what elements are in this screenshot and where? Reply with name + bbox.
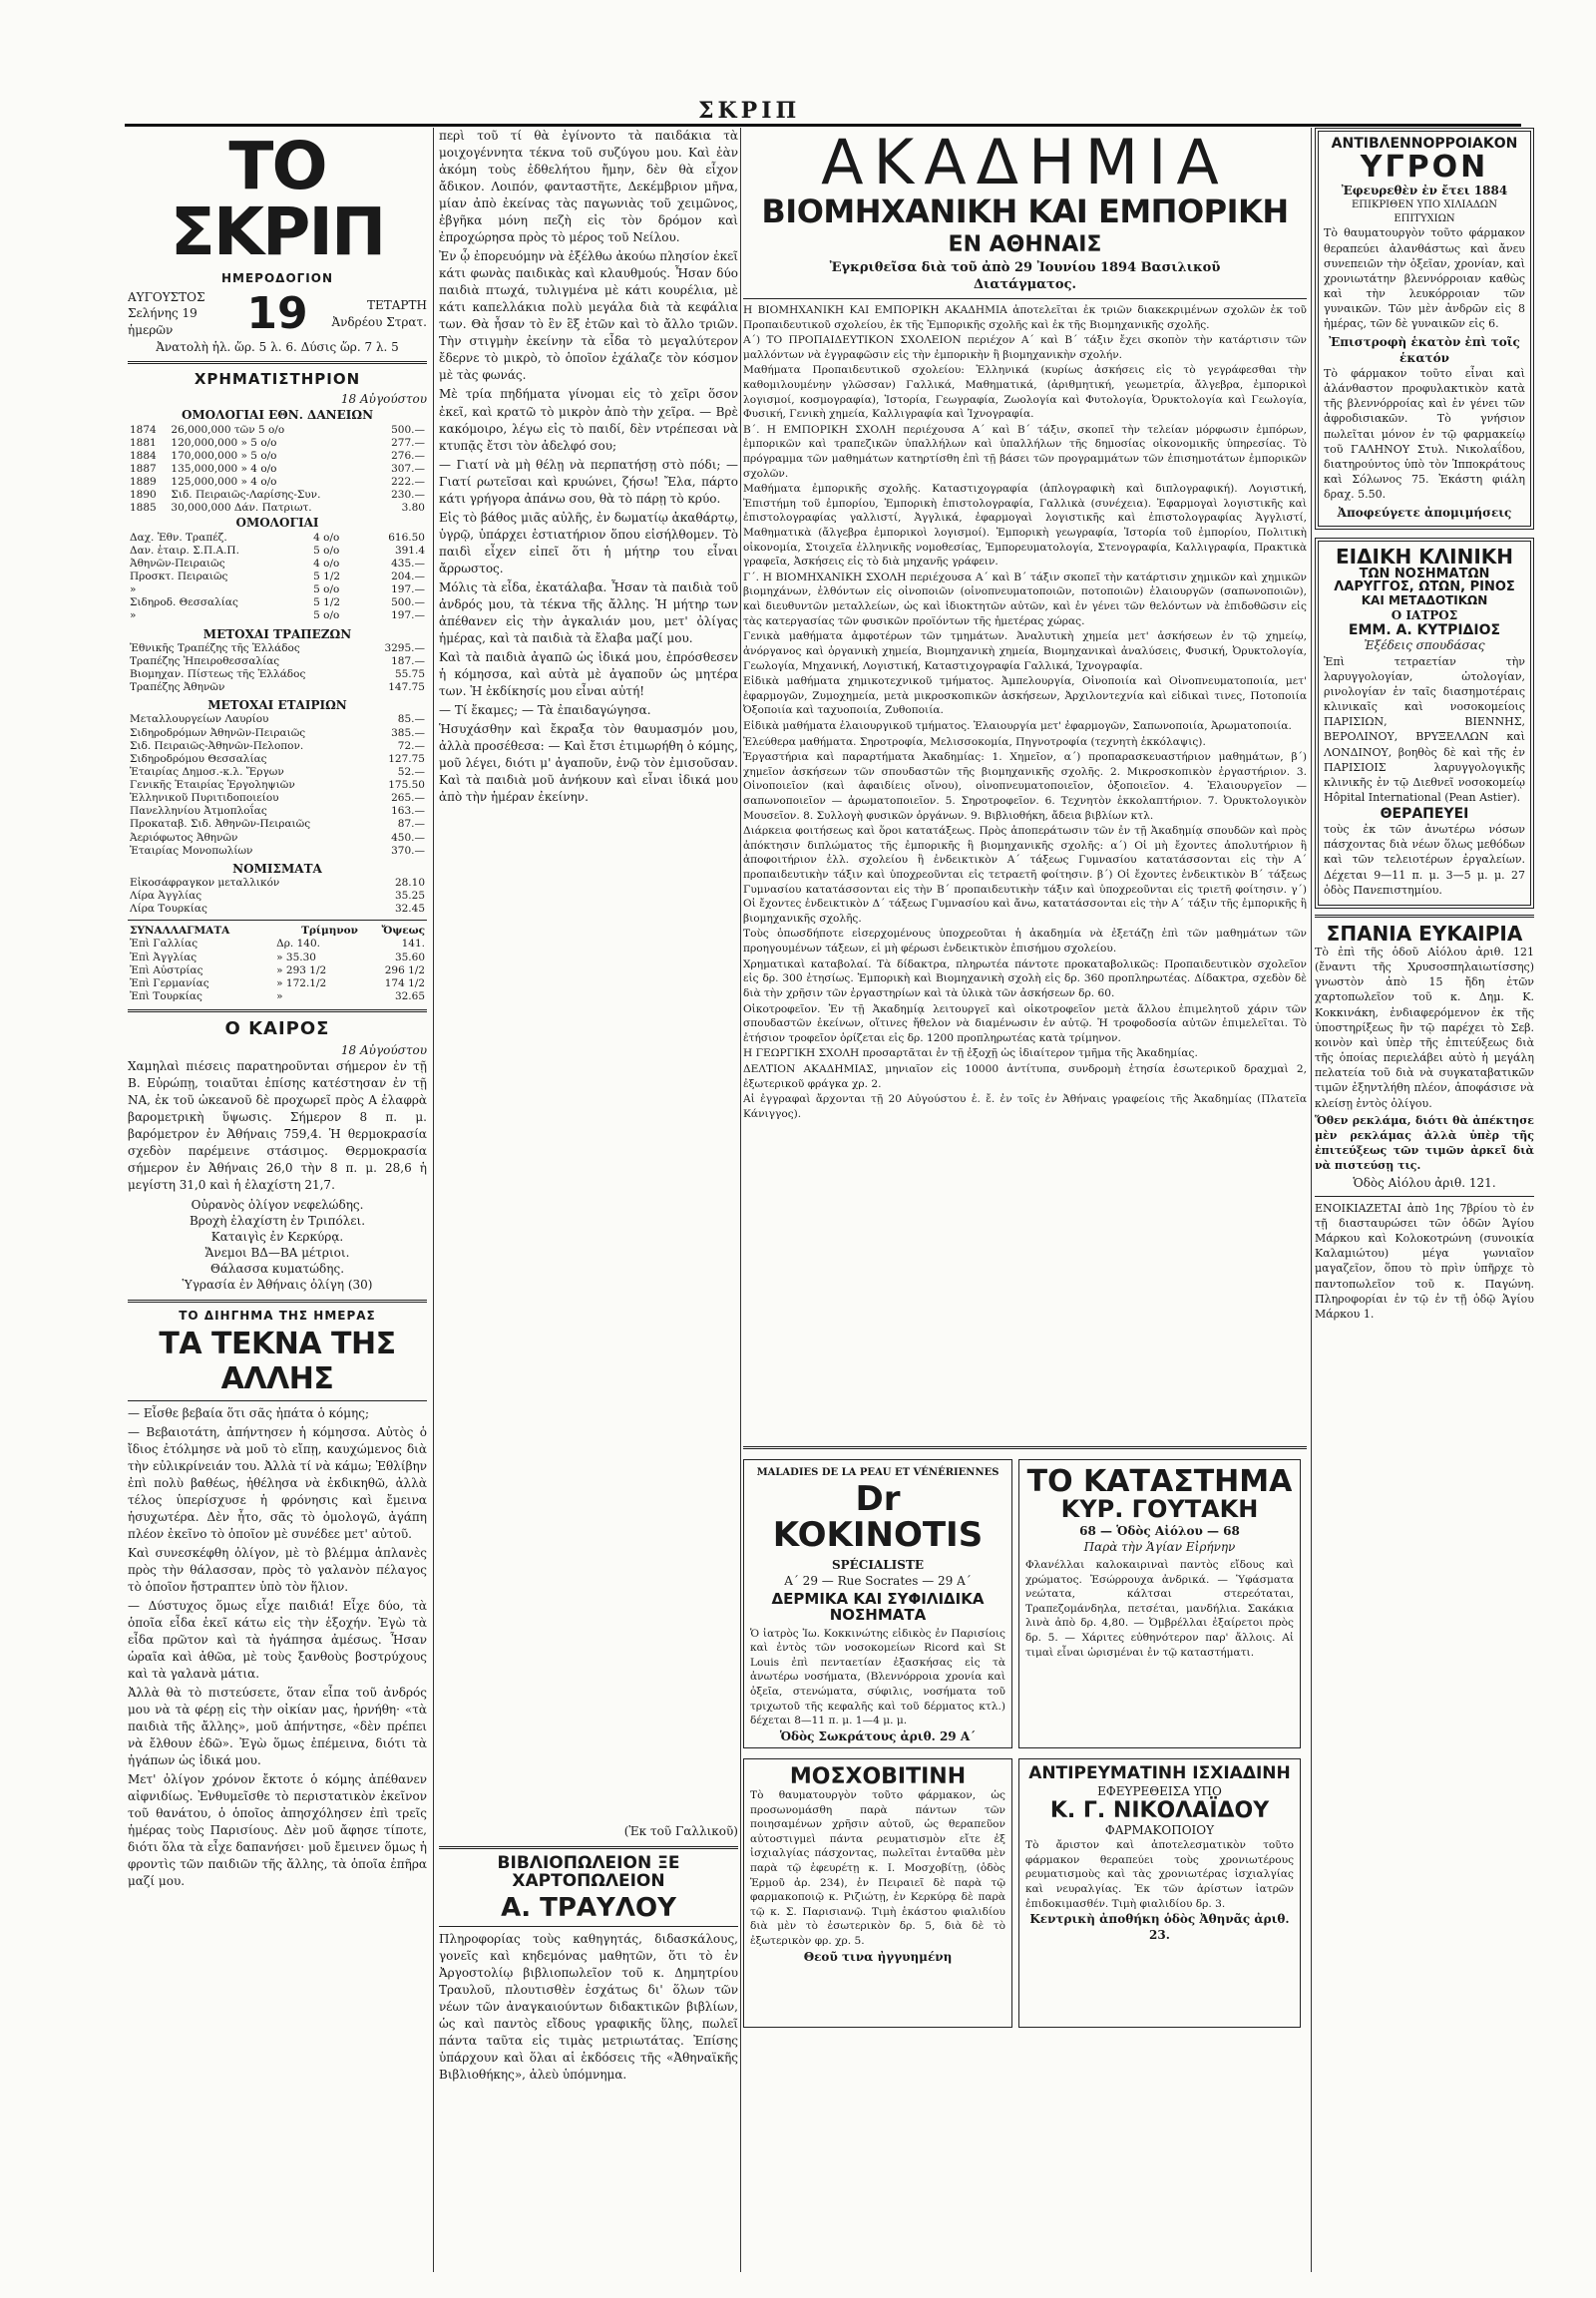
- ad-kokinotis-text: Ὁ ἰατρὸς Ἰω. Κοκκινώτης εἰδικὸς ἐν Παρισίοις καὶ ἐντὸς τῶν νοσοκομείων Ricord καὶ St Louis ἐπὶ πενταετίαν ἐξασκήσας εἰς τὰ ἀνωτέρω νοσήματα, (Βλεννόρροια χρονία καὶ ὀξεῖα, στενώματα, σύφιλις, νοσήματα τοῦ τριχωτοῦ τῆς κεφαλῆς καὶ τοῦ δέρματος κτλ.) δέχεται 8—11 π. μ. 1—4 μ. μ.: [750, 1627, 1005, 1727]
- table-cell: 1884: [130, 449, 157, 462]
- table-cell: Ἑλληνικοῦ Πυριτιδοποιείου: [130, 792, 279, 805]
- forecast-line: Καταιγὶς ἐν Κερκύρᾳ.: [210, 1229, 344, 1244]
- ad2-title: ΕΙΔΙΚΗ ΚΛΙΝΙΚΗ: [1335, 544, 1514, 569]
- column-3: [743, 128, 1307, 2272]
- coin-row: [128, 890, 427, 903]
- academy-approval: Ἐγκριθεῖσα διὰ τοῦ ἀπὸ 29 Ἰουνίου 1894 Βασιλικοῦ Διατάγματος.: [829, 259, 1221, 293]
- table-cell: 5 ο/ο: [313, 544, 340, 557]
- ad-nikolaidou-role: ΦΑΡΜΑΚΟΠΟΙΟΥ: [1104, 1823, 1215, 1838]
- company-row: [128, 753, 427, 766]
- coin-row: [128, 903, 427, 916]
- table-cell: 370.—: [391, 844, 425, 857]
- table-cell: Ἐπὶ Γαλλίας: [130, 938, 199, 951]
- table-cell: Προκαταβ. Σιδ. Ἀθηνῶν-Πειραιῶς: [130, 818, 311, 831]
- table-cell: Γενικῆς Ἑταιρίας Ἐργοληψιῶν: [130, 779, 295, 791]
- company-row: [128, 779, 427, 792]
- academy-body: [743, 303, 1307, 1440]
- loan-row: [128, 609, 427, 622]
- weather-forecast: [128, 1197, 427, 1294]
- coins-title: ΝΟΜΙΣΜΑΤΑ: [232, 861, 322, 876]
- table-cell: 120,000,000 » 5 ο/ο: [171, 436, 277, 449]
- table-cell: 3.80: [401, 502, 425, 515]
- fx-row: [128, 938, 427, 951]
- date-box: [128, 288, 427, 339]
- ad2-text: Ἐπὶ τετραετίαν τὴν λαρυγγολογίαν, ὠτολογίαν, ρινολογίαν ἐν ταῖς διασημοτέραις κλινικαῖς καὶ νοσοκομείοις ΠΑΡΙΣΙΩΝ, ΒΙΕΝΝΗΣ, ΒΕΡΟΛΙΝΟΥ, ΒΡΥΞΕΛΛΩΝ καὶ ΛΟΝΔΙΝΟΥ, βοηθὸς δὲ καὶ τῆς ἐν ΠΑΡΙΣΙΟΙΣ λαρυγγολογικῆς κλινικῆς ἐν τῷ Διεθνεῖ νοσοκομείῳ Hôpital International (Pean Astier).: [1324, 654, 1525, 805]
- weather-title: Ο ΚΑΙΡΟΣ: [224, 1018, 330, 1040]
- bond-row: [128, 476, 427, 489]
- table-cell: 435.—: [391, 557, 425, 570]
- ad1-product: ΥΓΡΟΝ: [1360, 149, 1489, 185]
- table-cell: 28.10: [394, 876, 425, 889]
- moon-age: Σελήνης 19 ἡμερῶν: [128, 306, 198, 337]
- academy-title: ΑΚΑΔΗΜΙΑ: [821, 128, 1229, 198]
- fx-row: [128, 990, 427, 1003]
- forecast-line: Ὑγρασία ἐν Ἀθήναις ὀλίγη (30): [182, 1278, 373, 1293]
- bond-row: [128, 489, 427, 502]
- story-paragraph: — Γιατί νὰ μὴ θέλῃ νὰ περπατήσῃ στὸ πόδι; — Γιατί ρωτεῖσαι καὶ κρυώνει, ζήσω! Ἔλα, πάρτο κάτι γρήγορα ἀπάνω σου, θὰ τὸ πάρῃ τὸ κρύο.: [439, 457, 738, 506]
- loans-title: ΟΜΟΛΟΓΙΑΙ: [235, 516, 319, 531]
- calendar-label: ΗΜΕΡΟΔΟΓΙΟΝ: [220, 271, 334, 285]
- academy-paragraph: Μαθήματα ἐμπορικῆς σχολῆς. Καταστιχογραφία (ἁπλογραφικὴ καὶ διπλογραφική). Λογιστική, Ἐπιστήμη τοῦ ἐμπορίου, Ἐμπορικὴ ἐπιστολογραφία, Γαλλικὰ (συνέχεια). Ἐφαρμογαὶ λογιστικῆς καὶ ἐπιστολογραφίας γαλλιστί, Ἀγγλικά, ἐφαρμογαὶ λογιστικῆς καὶ ἐπιστολογραφίας Ἀγγλιστί, Μαθηματικὰ (ἄλγεβρα ἐμπορικοὶ λογισμοί). Ἐμπορικὴ γεωγραφία, Ἱστορία τοῦ ἐμπορίου, Πολιτικὴ οἰκονομία, Στοιχεῖα ἐλληνικῆς νομοθεσίας, Ἐμπορευματολογία, Στενογραφία, Καλλιγραφία, Πρακτικὰ γραφεῖα, Ἀσκήσεις εἰς τὸ διὰ μηχανῆς γράφειν.: [743, 483, 1307, 569]
- table-cell: 52.—: [397, 765, 425, 778]
- ad-kokinotis-greek: ΔΕΡΜΙΚΑ ΚΑΙ ΣΥΦΙΛΙΔΙΚΑ ΝΟΣΗΜΑΤΑ: [771, 1590, 985, 1624]
- ad2-sub: ΤΩΝ ΝΟΣΗΜΑΤΩΝ ΛΑΡΥΓΓΟΣ, ΩΤΩΝ, ΡΙΝΟΣ: [1334, 566, 1515, 595]
- table-cell: 5 1/2: [313, 571, 341, 582]
- bookshop-text: Πληροφορίας τοὺς καθηγητάς, διδασκάλους, γονεῖς καὶ κηδεμόνας μαθητῶν, ὅτι τὸ ἐν Ἀργοστολίῳ βιβλιοπωλεῖον τοῦ κ. Δημητρίου Τραυλοῦ, πλουτισθὲν ἐσχάτως δι' ὅλων τῶν νέων τῶν ἀναγκαιούντων διδακτικῶν βιβλίων, ὡς καὶ παντὸς εἴδους γραφικῆς ὕλης, πωλεῖ πάντα ταῦτα εἰς τιμὰς μετριωτάτας. Ἐπίσης ὑπάρχουν καὶ ὅλαι αἱ ἐκδόσεις τῆς «Ἀθηναϊκῆς Βιβλιοθήκης», ἀλεὺ ὑπόμνημα.: [439, 1932, 738, 2083]
- story-text-part1: [128, 1405, 427, 1891]
- table-cell: Μεταλλουργείων Λαυρίου: [130, 713, 269, 726]
- table-cell: 500.—: [391, 423, 425, 436]
- story-paragraph: Μόλις τὰ εἶδα, ἐκατάλαβα. Ἦσαν τὰ παιδιὰ τοῦ ἀνδρός μου, τὰ τέκνα τῆς ἄλλης. Ἡ μήτηρ των ἀπέθανεν εἰς τὴν ἀγκαλιάν μου, μετ' ὀλίγας ἡμέρας, καὶ τὰ παιδιὰ τὰ ἔλαβα μαζί μου.: [439, 579, 738, 645]
- story-paragraph: Ἐν ᾧ ἐπορευόμην νὰ ἐξέλθω ἀκούω πλησίον ἐκεῖ κάτι φωνὰς παιδικὰς καὶ κλαυθμούς. Ἦσαν δύο παιδιὰ πτωχά, τυλιγμένα μὲ κάτι κουρέλια, μὲ κάτι καπελλάκια πολὺ μεγάλα διὰ τὰ κεφάλια των. Θὰ ἦσαν τὸ ἓν ἓξ ἐτῶν καὶ τὸ ἄλλο τριῶν. Τὴν στιγμὴν ἐκείνην τὰ εἶδα τὸ μεγαλύτερον ἔδερνε τὸ μικρὸ, τὸ ὁποῖον ἐχάλαζε τὸν κόσμον μὲ τὰς φωνάς.: [439, 249, 738, 383]
- bookshop-owner: Α. ΤΡΑΥΛΟΥ: [501, 1892, 676, 1923]
- bond-row: [128, 437, 427, 450]
- table-cell: 307.—: [391, 462, 425, 475]
- table-cell: Σιδηροδ. Θεσσαλίας: [130, 596, 238, 609]
- table-cell: 5 1/2: [313, 596, 341, 609]
- table-cell: 85.—: [397, 713, 425, 726]
- table-cell: 5 ο/ο: [313, 609, 340, 622]
- loans-table: [128, 532, 427, 623]
- ad3-address: Ὁδὸς Αἰόλου ἀριθ. 121.: [1353, 1176, 1496, 1191]
- story-paragraph: — Βεβαιοτάτη, ἀπήντησεν ἡ κόμησσα. Αὐτὸς ὁ ἴδιος ἐτόλμησε νὰ μοῦ τὸ εἴπῃ, καυχώμενος διὰ τὴν εὐλικρίνειάν του. Ἀλλὰ τί νὰ κάμω; Ἐθλίβην ἐπὶ πολὺ βαθέως, ἠθέλησα νὰ ἐκδικηθῶ, ἀλλὰ τέλος ὑπερίσχυσε ἡ φρόνησις καὶ ἔμεινα ἡσυχωτέρα. Δὲν ἦτο, σᾶς τὸ ὁμολογῶ, ἀγάπη πλέον ἐκεῖνο τὸ ὁποῖον μὲ συνέδεε μετ' αὐτοῦ.: [128, 1424, 427, 1541]
- table-cell: 35.60: [394, 951, 425, 963]
- table-cell: 197.—: [391, 609, 425, 622]
- ad-goutaki-owner: ΚΥΡ. ΓΟΥΤΑΚΗ: [1060, 1495, 1259, 1524]
- table-cell: 3295.—: [384, 641, 425, 654]
- bond-row: [128, 450, 427, 463]
- table-cell: Σιδηροδρόμων Ἀθηνῶν-Πειραιῶς: [130, 726, 306, 739]
- table-cell: 276.—: [391, 449, 425, 462]
- bonds-table: [128, 424, 427, 516]
- table-cell: 141.: [401, 938, 425, 951]
- ad-goutaki-title: ΤΟ ΚΑΤΑΣΤΗΜΑ: [1026, 1463, 1293, 1499]
- bond-row: [128, 424, 427, 437]
- story-paragraph: Εἰς τὸ βάθος μιᾶς αὐλῆς, ἐν δωματίῳ ἀκαθάρτῳ, ὑγρῷ, ὑπάρχει ἑστιατήριον ὅπου εἰσήλθομεν. Τὸ παιδὶ εἶχεν εἰπεῖ ὅτι ἡ μήτηρ του εἶναι ἄρρωστος.: [439, 510, 738, 575]
- ad-moschovitini: [743, 1758, 1012, 2028]
- fx-header: ΣΥΝΑΛΛΑΓΜΑΤΑ: [130, 925, 230, 938]
- table-cell: 175.50: [388, 779, 425, 791]
- table-cell: » 172.1/2: [276, 976, 327, 989]
- story-paragraph: — Τί ἔκαμες; — Τὰ ἐπαιδαγώγησα.: [439, 703, 651, 718]
- fx-table: [128, 925, 427, 1003]
- ads-row-1: [743, 1455, 1307, 1748]
- coins-table: [128, 877, 427, 916]
- companies-title: ΜΕΤΟΧΑΙ ΕΤΑΙΡΙΩΝ: [207, 698, 347, 713]
- ad2-name: ΕΜΜ. Α. ΚΥΤΡΙΔΙΟΣ: [1348, 621, 1501, 638]
- table-cell: 616.50: [388, 531, 425, 544]
- weather-text: Χαμηλαὶ πιέσεις παρατηροῦνται σήμερον ἐν τῇ Β. Εὐρώπῃ, τοιαῦται ἐπίσης κατέστησαν ἐν τῇ ΝΑ, ἐκ τοῦ ὠκεανοῦ δὲ προχωρεῖ πρὸς Α ἐλαφρὰ βαρομετρικὴ ὕψωσις. Σήμερον 8 π. μ. βαρόμετρον ἐν Ἀθήναις 759,4. Ἡ θερμοκρασία σχεδὸν παρέμεινε στάσιμος. Θερμοκρασία σήμερον ἐν Ἀθήναις 26,0 τὴν 8 π. μ. 28,6 ἡ μεγίστη 31,0 καὶ ἡ ἐλαχίστη 21,7.: [128, 1059, 427, 1193]
- table-cell: Ἀεριόφωτος Ἀθηνῶν: [130, 831, 238, 844]
- table-cell: Δρ. 140.: [276, 938, 320, 951]
- academy-paragraph: Οἰκοτροφεῖον. Ἐν τῇ Ἀκαδημίᾳ λειτουργεῖ καὶ οἰκοτροφεῖον μετὰ ἄλλου ἐπιμελητοῦ χάριν τῶν σπουδαστῶν ἐκείνων, οἵτινες ἤθελον νὰ διαμένωσιν ἐν αὐτῷ. Ἡ τροφοδοσία αὐτῶν ἐπιμελεῖται. Τὸ ἐτήσιον τροφεῖον ὁρίζεται εἰς δρ. 1200 προπληρωτέας κατὰ τρίμηνον.: [743, 1002, 1307, 1044]
- ad-goutaki-text: Φλανέλλαι καλοκαιριναὶ παντὸς εἴδους καὶ χρώματος. Ἐσώρρουχα ἀνδρικά. — Ὑφάσματα νεώτατα, κάλτσαι στερεόταται, Τραπεζομάνδηλα, πετσέται, μανδήλια. Σακάκια λινὰ ἀπὸ δρ. 4,80. — Ὀμβρέλλαι ἐξαίρετοι πρὸς δρ. 5. — Χάριτες εὐθηνότερον παρ' ἄλλοις. Αἱ τιμαὶ εἶναι ὡρισμέναι ἐν τῷ καταστήματι.: [1025, 1558, 1294, 1659]
- ad-moschovitini-text: Τὸ θαυματουργὸν τοῦτο φάρμακον, ὡς προσωνομάσθη παρὰ πάντων τῶν ποιησαμένων χρῆσιν αὐτοῦ, ὡς θεραπεῦον αὐτοστιγμεὶ πάντα ρευματισμὸν εἴτε ἐξ ἰσχιαλγίας πάσχοντας, πωλεῖται ἐνταῦθα μὲν παρὰ τῷ ἐφευρέτῃ κ. Ι. Μοσχοβίτῃ, (ὁδὸς Ἑρμοῦ ἀρ. 234), ἐν Πειραιεῖ δὲ παρὰ τῷ φαρμακοποιῷ κ. Ριζιώτῃ, ἐν Κερκύρᾳ δὲ παρὰ τῷ κ. Σ. Παρισιανῷ. Τιμὴ ἑκάστου φιαλιδίου διὰ μὲν τὸ ἐσωτερικὸν δρ. 5, διὰ δὲ τὸ ἐξωτερικὸν φρ. χρ. 5.: [750, 1788, 1005, 1948]
- running-title: ΣΚΡΙΠ: [698, 98, 801, 124]
- ad-nikolaidou-foot: Κεντρικὴ ἀποθήκη ὁδὸς Ἀθηνᾶς ἀριθ. 23.: [1029, 1912, 1290, 1943]
- forecast-line: Ἄνεμοι ΒΔ—ΒΑ μέτριοι.: [204, 1246, 350, 1261]
- saint-day: Ἀνδρέου Στρατ.: [331, 314, 427, 329]
- table-cell: 222.—: [391, 476, 425, 489]
- story-paragraph: Ἡσυχάσθην καὶ ἔκραξα τὸν θαυμασμόν μου, ἀλλὰ προσέθεσα: — Καὶ ἔτσι ἐτιμωρήθη ὁ κόμης, μοῦ λέγει, διότι μ' ἀγαποῦν, ἐνῷ τὸν ἐμισοῦσαν. Καὶ τὰ παιδιὰ μοῦ ἀνήκουν καὶ εἶναι ἰδικά μου ἀπὸ τὴν ἡμέραν ἐκείνην.: [439, 722, 738, 805]
- company-row: [128, 845, 427, 858]
- story-paragraph: — Εἶσθε βεβαία ὅτι σᾶς ἠπάτα ὁ κόμης;: [128, 1405, 370, 1420]
- forecast-line: Θάλασσα κυματώδης.: [209, 1262, 345, 1277]
- table-cell: Εἰκοσάφραγκον μεταλλικόν: [130, 876, 280, 889]
- ad-goutaki-near: Παρὰ τὴν Ἁγίαν Εἰρήνην: [1083, 1539, 1236, 1554]
- table-cell: Ἀθηνῶν-Πειραιῶς: [130, 557, 225, 570]
- table-cell: Ἐπὶ Τουρκίας: [130, 989, 202, 1002]
- table-cell: 450.—: [391, 831, 425, 844]
- ad-moschovitini-foot: Θεοῦ τινα ἠγγυημένη: [803, 1949, 953, 1964]
- ad-clinic: [1315, 538, 1534, 909]
- ad2-sub2: ΚΑΙ ΜΕΤΑΔΟΤΙΚΩΝ: [1361, 592, 1488, 607]
- exchange-title: ΧΡΗΜΑΤΙΣΤΗΡΙΟΝ: [194, 370, 361, 389]
- story-paragraph: Μετ' ὀλίγον χρόνον ἔκτοτε ὁ κόμης ἀπέθανεν αἰφνιδίως. Ἐνθυμεῖσθε τὸ περιστατικὸν ἐκεῖνον τοῦ θανάτου, ὁ ὁποῖος ἀπησχόλησεν ἐπὶ τρεῖς ἡμέρας τοὺς Παρισίους. Δὲν μοῦ ἄφησε τίποτε, διότι ὅλα τὰ εἶχε δαπανήσει· μοῦ ἔμεινεν ὅμως ἡ φροντὶς τῶν παιδιῶν τῆς ἄλλης, τὰ ὁποῖα ἐπῆρα μαζί μου.: [128, 1772, 427, 1889]
- table-cell: 1885: [130, 502, 157, 515]
- ad-nikolaidou-name: Κ. Γ. ΝΙΚΟΛΑΪΔΟΥ: [1049, 1797, 1270, 1823]
- bonds-title: ΟΜΟΛΟΓΙΑΙ ΕΘΝ. ΔΑΝΕΙΩΝ: [181, 408, 374, 423]
- ad-kokinotis: [743, 1459, 1012, 1748]
- loan-row: [128, 545, 427, 558]
- bond-row: [128, 463, 427, 476]
- table-cell: Βιομηχαν. Πίστεως τῆς Ἑλλάδος: [130, 667, 306, 680]
- column-2: [439, 128, 738, 2272]
- table-cell: 1890: [130, 489, 157, 502]
- coin-row: [128, 877, 427, 890]
- fx-header: Ὄψεως: [381, 925, 425, 938]
- loan-row: [128, 571, 427, 583]
- loan-row: [128, 583, 427, 596]
- table-cell: Ἑταιρίας Δημοσ.-κ.λ. Ἔργων: [130, 765, 284, 778]
- story-paragraph: περὶ τοῦ τί θὰ ἐγίνοντο τὰ παιδάκια τὰ μοιχογέννητα τέκνα τοῦ συζύγου μου. Καὶ ἐὰν ἀκόμη τοὺς ἐδθελήτου ἤμην, δὲν θὰ εἶχον ἄδικον. Λοιπόν, φανταστῆτε, Δεκέμβριον μῆνα, μίαν ἀπὸ ἐκείνας τὰς παγωνιὰς τοῦ χειμῶνος, ἐβγῆκα μόνη πεζὴ εἰς τὸν δρόμον καὶ ἐπροχώρησα πρὸς τὸ μέρος τοῦ Νείλου.: [439, 129, 738, 245]
- loan-row: [128, 532, 427, 545]
- table-cell: 391.4: [394, 544, 425, 557]
- table-cell: Σιδηροδρόμου Θεσσαλίας: [130, 752, 267, 765]
- story-paragraph: Καὶ συνεσκέφθη ὀλίγον, μὲ τὸ βλέμμα ἀπλανὲς πρὸς τὴν θάλασσαν, πρὸς τὸ γαλανὸν πέλαγος τὸ ὁποῖον ἤστραπτεν ὑπὸ τὸν ἥλιον.: [128, 1545, 427, 1594]
- ad-nikolaidou: [1018, 1758, 1301, 2028]
- academy-paragraph: ΔΕΛΤΙΟΝ ΑΚΑΔΗΜΙΑΣ, μηνιαῖον εἰς 10000 ἀντίτυπα, συνδρομὴ ἐτησία ἐσωτερικοῦ δραχμαὶ 2, ἐξωτερικοῦ φράγκα χρ. 2.: [743, 1062, 1307, 1090]
- ad2-text2: τοὺς ἐκ τῶν ἀνωτέρω νόσων πάσχοντας διὰ νέων ὅλως μεθόδων καὶ τῶν τελειοτέρων ἐργαλείων. Δέχεται 9—11 π. μ. 3—5 μ. μ. 27 ὁδὸς Πανεπιστημίου.: [1324, 823, 1525, 897]
- story-title: ΤΑ ΤΕΚΝΑ ΤΗΣ ΑΛΛΗΣ: [159, 1326, 396, 1396]
- sunrise-sunset: Ἀνατολὴ ἡλ. ὥρ. 5 λ. 6. Δύσις ὥρ. 7 λ. 5: [156, 340, 399, 354]
- ads-row-2: [743, 1754, 1307, 2028]
- exchange-date: 18 Αὐγούστου: [340, 392, 427, 407]
- table-cell: 163.—: [391, 805, 425, 818]
- table-cell: 32.45: [394, 903, 425, 916]
- bank-row: [128, 668, 427, 681]
- ad-kokinotis-address: Α΄ 29 — Rue Socrates — 29 Α΄: [784, 1573, 972, 1588]
- academy-paragraph: Γενικὰ μαθήματα ἀμφοτέρων τῶν τμημάτων. Ἀναλυτικὴ χημεία μετ' ἀσκήσεων ἐν τῷ χημείῳ, ἀνόργανος καὶ ὀργανικὴ χημεία, Βιομηχανικὴ χημεία, Βιομηχανικαὶ ἀναλύσεις, Φυσική, Ὀρυκτολογία, Γεωλογία, Μηχανική, Λογιστική, Καταστιχογραφία Γαλλικά, Ἰχνογραφία.: [743, 630, 1307, 672]
- column-divider: [1311, 128, 1312, 2272]
- day-number: 19: [246, 288, 308, 339]
- ad1-since: Ἐφευρεθὲν ἐν ἔτει 1884: [1341, 184, 1508, 198]
- table-cell: Ἐπὶ Γερμανίας: [130, 976, 209, 989]
- table-cell: Πανελληνίου Ἀτμοπλοΐας: [130, 805, 267, 818]
- ad2-role: Ο ΙΑΤΡΟΣ: [1391, 607, 1458, 622]
- academy-paragraph: Ἐλεύθερα μαθήματα. Σηροτροφία, Μελισσοκομία, Πηγνοτροφία (τεχνητὴ ἐκκόλαψις).: [743, 735, 1206, 748]
- table-cell: 30,000,000 Δάν. Πατριωτ.: [171, 502, 312, 515]
- academy-paragraph: Μαθήματα Προπαιδευτικοῦ σχολείου: Ἑλληνικά (κυρίως ἀσκήσεις εἰς τὸ γεγράφεσθαι τὴν καθομιλουμένην γλῶσσαν) Γαλλικά, Μαθηματικά, (ἀριθμητική, γεωμετρία, ἄλγεβρα, ἐμπορικοὶ λογισμοί, κοσμογραφία), Ἱστορία, Γεωγραφία, Ζωολογία καὶ Φυτολογία, Ὀρυκτολογία καὶ Γεωλογία, Φυσική, Γενικὴ χημεία, Καλλιγραφία καὶ Ἰχνογραφία.: [743, 364, 1307, 421]
- academy-city: ΕΝ ΑΘΗΝΑΙΣ: [948, 231, 1102, 257]
- forecast-line: Οὐρανὸς ὀλίγον νεφελώδης.: [191, 1197, 364, 1212]
- company-row: [128, 792, 427, 805]
- table-cell: 230.—: [391, 489, 425, 502]
- table-cell: 197.—: [391, 583, 425, 596]
- fx-row: [128, 952, 427, 964]
- academy-paragraph: Β΄. Η ΕΜΠΟΡΙΚΗ ΣΧΟΛΗ περιέχουσα Α΄ καὶ Β΄ τάξιν, σκοπεῖ τὴν τελείαν μόρφωσιν ἐμπόρων, ἐμπορικῶν καὶ τραπεζικῶν ὑπαλλήλων καὶ ὑπαλλήλων τῆς δημοσίας οἰκονομικῆς ὑπηρεσίας. Τὸ πρόγραμμα τῶν μαθημάτων κατηρτίσθη ἐπὶ τῇ βάσει τῶν προγραμμάτων τῶν ἐπισημοτάτων ἐμπορικῶν σχολῶν.: [743, 423, 1307, 480]
- table-cell: 385.—: [391, 726, 425, 739]
- table-cell: 277.—: [391, 436, 425, 449]
- story-paragraph: Ἀλλὰ θὰ τὸ πιστεύσετε, ὅταν εἶπα τοῦ ἀνδρός μου νὰ τὰ φέρῃ εἰς τὴν οἰκίαν μας, ἠρνήθη· «τὰ παιδιὰ τῆς ἄλλης», μοῦ ἀπήντησε, «δὲν πρέπει νὰ ἔλθουν ἐδῶ». Ἐγὼ ὅμως ἐπέμεινα, διότι τὰ ἠγάπων ὡς ἰδικά μου.: [128, 1686, 427, 1768]
- table-cell: 26,000,000 τῶν 5 ο/ο: [171, 423, 285, 436]
- academy-paragraph: Η ΒΙΟΜΗΧΑΝΙΚΗ ΚΑΙ ΕΜΠΟΡΙΚΗ ΑΚΑΔΗΜΙΑ ἀποτελεῖται ἐκ τριῶν διακεκριμένων σχολῶν ἐκ τοῦ Προπαιδευτικοῦ σχολείου, ἐκ τῆς Ἐμπορικῆς σχολῆς καὶ ἐκ τῆς Βιομηχανικῆς σχολῆς.: [743, 303, 1307, 331]
- fx-header: Τρίμηνον: [301, 925, 358, 938]
- top-rule: [125, 124, 1521, 127]
- month: ΑΥΓΟΥΣΤΟΣ: [128, 290, 205, 305]
- ad4-text: ΕΝΟΙΚΙΑΖΕΤΑΙ ἀπὸ 1ης 7βρίου τὸ ἐν τῇ διασταυρώσει τῶν ὁδῶν Ἁγίου Μάρκου καὶ Κολοκοτρώνη (συνοικία Καλαμιώτου) μέγα γωνιαῖον μαγαζεῖον, ὅπου τὸ πρὶν ὑπῆρχε τὸ παντοπωλεῖον τοῦ κ. Παγώνη. Πληροφορίαι ἐν τῷ ἐν τῇ ὁδῷ Ἁγίου Μάρκου 1.: [1315, 1201, 1534, 1321]
- ad1-title: ΑΝΤΙΒΛΕΝΝΟΡΡΟΙΑΚΟΝ: [1331, 136, 1518, 152]
- table-cell: Λίρα Ἀγγλίας: [130, 890, 202, 903]
- table-cell: 135,000,000 » 4 ο/ο: [171, 462, 277, 475]
- table-cell: 1887: [130, 462, 157, 475]
- academy-paragraph: Η ΓΕΩΡΓΙΚΗ ΣΧΟΛΗ προσαρτᾶται ἐν τῇ ἐξοχῇ ὡς ἰδιαίτερον τμῆμα τῆς Ἀκαδημίας.: [743, 1047, 1198, 1060]
- table-cell: 170,000,000 » 5 ο/ο: [171, 449, 277, 462]
- table-cell: 125,000,000 » 4 ο/ο: [171, 476, 277, 489]
- ad-kokinotis-specialty: SPÉCIALISTE: [831, 1557, 925, 1572]
- ad1-text: Τὸ θαυματουργὸν τοῦτο φάρμακον θεραπεύει ἀλανθάστως καὶ ἄνευ συνεπειῶν τὴν ὀξεῖαν, χρονίαν, καὶ χρονιωτάτην βλεννόρροιαν καθὼς καὶ τὴν λευκόρροιαν τῶν γυναικῶν. Τῶν μὲν ἀνδρῶν εἰς 8 ἡμέρας, τῶν δὲ γυναικῶν εἰς 6.: [1324, 226, 1525, 331]
- ad3-text: Τὸ ἐπὶ τῆς ὁδοῦ Αἰόλου ἀριθ. 121 (ἔναντι τῆς Χρυσοσπηλαιωτίσσης) γνωστὸν ἀπὸ 15 ἤδη ἐτῶν χαρτοπωλεῖον τοῦ κ. Δημ. Κ. Κοκκινάκη, ἐνδιαφερόμενον ἐκ τῆς ὑποστηρίξεως ἣν τῷ παρέχει τὸ Σεβ. κοινὸν καὶ ὑπὲρ τῆς ἐπιτεύξεως διὰ τῆς ὁποίας περιελάβει αὐτὸ ἡ μεγάλη πελατεία τοῦ διὰ νὰ συγκαταβατικῶν τιμῶν ἐξηντλήθη πλέον, ἀποφάσισε νὰ κλείσῃ ἐντὸς ὀλίγου.: [1315, 945, 1534, 1110]
- bank-row: [128, 642, 427, 655]
- table-cell: »: [130, 583, 137, 596]
- academy-paragraph: Εἰδικὰ μαθήματα χημικοτεχνικοῦ τμήματος. Ἀμπελουργία, Οἰνοποιία καὶ Οἰνοπνευματοποιία, μετ' ἐφαρμογῶν, Ζυμοχημεία, μετὰ μικροσκοπικῶν ἀσκήσεων, Ἀρχιλοντεχνία καὶ εἰδικαὶ τινες, Ποτοποιία Ὀξοποιία καὶ ταχυοποιία, Ζυθοποιία.: [743, 675, 1307, 717]
- company-row: [128, 832, 427, 845]
- company-row: [128, 818, 427, 831]
- academy-paragraph: Διάρκεια φοιτήσεως καὶ ὅροι κατατάξεως. Πρὸς ἀποπεράτωσιν τῶν ἐν τῇ Ἀκαδημίᾳ σπουδῶν καὶ πρὸς ἀπόκτησιν διπλώματος τῆς ἐμπορικῆς ἢ βιομηχανικῆς σχολῆς: α΄) Οἱ μὴ ἔχοντες ἀπολυτήριον ἢ ἀποφοιτήριον ἑλλ. σχολείου ἢ ἐνδεικτικὸν Α΄ τάξεως Γυμνασίου κατατάσσονται εἰς τὴν Α΄ προπαιδευτικὴν τάξιν καὶ ὑποχρεοῦνται εἰς τετραετῆ φοίτησιν. β΄) Οἱ ἔχοντες ἐνδεικτικὸν Β΄ τάξεως Γυμνασίου κατατάσσονται εἰς τὴν Β΄ προπαιδευτικὴν τάξιν καὶ ὑποχρεοῦνται εἰς τριετῆ φοίτησιν. γ΄) Οἱ ἔχοντες ἐνδεικτικὸν Δ΄ τάξεως Γυμνασίου καὶ ἄνω, κατατάσσονται εἰς τὴν Α΄ τάξιν τῆς ἐμπορικῆς ἢ βιομηχανικῆς σχολῆς.: [743, 825, 1307, 925]
- bank-row: [128, 681, 427, 694]
- loan-row: [128, 596, 427, 609]
- table-cell: Δαχ. Ἐθν. Τραπέζ.: [130, 531, 227, 544]
- table-cell: 147.75: [388, 681, 425, 694]
- company-row: [128, 713, 427, 726]
- table-cell: » 35.30: [276, 951, 316, 963]
- table-cell: 32.65: [394, 989, 425, 1002]
- story-text-part2: [439, 128, 738, 1823]
- table-cell: Λίρα Τουρκίας: [130, 903, 207, 916]
- companies-table: [128, 713, 427, 857]
- table-cell: 55.75: [394, 667, 425, 680]
- table-cell: 87.—: [397, 818, 425, 831]
- ad1-foot: Ἀποφεύγετε ἀπομιμήσεις: [1337, 505, 1512, 520]
- ad1-text2: Τὸ φάρμακον τοῦτο εἶναι καὶ ἀλάνθαστον προφυλακτικὸν κατὰ τῆς βλεννόρροίας καὶ ἐν γένει τῶν ἀφροδισιακῶν. Τὸ γνήσιον πωλεῖται μόνον ἐν τῷ φαρμακείῳ τοῦ ΓΑΛΗΝΟΥ Στυλ. Νικολαΐδου, διατηρούντος ὑπὸ τὸν Ἱπποκράτους καὶ Σόλωνος 75. Ἐκάστη φιάλη δραχ. 5.50.: [1324, 366, 1525, 502]
- table-cell: 265.—: [391, 792, 425, 805]
- table-cell: Ἐθνικῆς Τραπέζης τῆς Ἑλλάδος: [130, 641, 300, 654]
- fx-row: [128, 964, 427, 977]
- ad-antiblennorrhea: [1315, 128, 1534, 530]
- ad-kokinotis-top: MALADIES DE LA PEAU ET VÉNÉRIENNES: [756, 1466, 999, 1478]
- story-signature: (Ἐκ τοῦ Γαλλικοῦ): [623, 1824, 738, 1838]
- story-paragraph: Μὲ τρία πηδήματα γίνομαι εἰς τὸ χεῖρι ὅσον ἐκεῖ, καὶ κρατῶ τὸ μικρὸν ἀπὸ τὴν χεῖρα. — Βρὲ κακόμοιρο, λέγω εἰς τὸ παιδί, δὲν ντρέπεσαι νὰ κτυπᾷς ἔτσι τὸν ἀδελφό σου;: [439, 387, 738, 453]
- table-cell: 4 ο/ο: [313, 557, 340, 570]
- table-cell: 500.—: [391, 596, 425, 609]
- academy-paragraph: Α΄) ΤΟ ΠΡΟΠΑΙΔΕΥΤΙΚΟΝ ΣΧΟΛΕΙΟΝ περιέχον Α΄ καὶ Β΄ τάξιν ἔχει σκοπὸν τὴν κατάρτισιν τῶν μαλλόντων νὰ ἐγγραφῶσιν εἰς τὴν ἐμπορικὴν ἢ βιομηχανικὴν σχολήν.: [743, 334, 1307, 361]
- table-cell: Σιδ. Πειραιῶς-Λαρίσης-Συν.: [171, 489, 321, 502]
- banks-table: [128, 642, 427, 695]
- company-row: [128, 805, 427, 818]
- ad1-guarantee: Ἐπιστροφὴ ἑκατὸν ἐπὶ τοῖς ἑκατόν: [1329, 334, 1520, 365]
- ad-nikolaidou-inventor: ΕΦΕΥΡΕΘΕΙΣΑ ΥΠΟ: [1097, 1783, 1222, 1798]
- academy-paragraph: Γ΄. Η ΒΙΟΜΗΧΑΝΙΚΗ ΣΧΟΛΗ περιέχουσα Α΄ καὶ Β΄ τάξιν σκοπεῖ τὴν κατάρτισιν χημικῶν καὶ χημικῶν βιομηχάνων, ἐλθόντων εἰς οἰνοποιῶν (οἰνοπνευματοποιῶν, ποτοποιῶν) ἐλαιουργῶν (σαπωνοποιῶν), καὶ διευθυντῶν μεταλλείων, ὡς καὶ ἰδιοκτητῶν αὐτῶν, καὶ ἐν γένει τῶν θελόντων νὰ ἐπιδοθῶσιν εἰς τὰς κατεργασίας τῶν φυσικῶν προϊόντων τῆς ἡμετέρας χώρας.: [743, 571, 1307, 627]
- ad1-praise: ΕΠΙΚΡΙΘΕΝ ΥΠΟ ΧΙΛΙΑΔΩΝ ΕΠΙΤΥΧΙΩΝ: [1352, 199, 1497, 224]
- table-cell: 204.—: [391, 571, 425, 582]
- table-cell: »: [130, 609, 137, 622]
- bond-row: [128, 502, 427, 515]
- company-row: [128, 740, 427, 753]
- academy-subtitle: ΒΙΟΜΗΧΑΝΙΚΗ ΚΑΙ ΕΜΠΟΡΙΚΗ: [761, 192, 1289, 230]
- table-cell: 35.25: [394, 890, 425, 903]
- academy-paragraph: Αἱ ἐγγραφαὶ ἄρχονται τῇ 20 Αὐγούστου ἐ. ἔ. ἐν τοῖς ἐν Ἀθήναις γραφείοις τῆς Ἀκαδημίας (Πλατεῖα Κάνιγγος).: [743, 1093, 1307, 1120]
- loan-row: [128, 558, 427, 571]
- table-cell: Ἐπὶ Ἀγγλίας: [130, 951, 198, 963]
- story-section: ΤΟ ΔΙΗΓΗΜΑ ΤΗΣ ΗΜΕΡΑΣ: [179, 1308, 376, 1323]
- column-4: [1315, 128, 1534, 2272]
- banks-title: ΜΕΤΟΧΑΙ ΤΡΑΠΕΖΩΝ: [202, 626, 352, 641]
- column-divider: [433, 128, 434, 2272]
- ad2-cures: ΘΕΡΑΠΕΥΕΙ: [1380, 806, 1469, 823]
- weekday: ΤΕΤΑΡΤΗ: [367, 298, 427, 313]
- ad-kokinotis-name: Dr KOKINOTIS: [772, 1479, 984, 1556]
- table-cell: Τραπέζης Ἀθηνῶν: [130, 681, 225, 694]
- ad-moschovitini-title: ΜΟΣΧΟΒΙΤΙΝΗ: [789, 1763, 967, 1789]
- table-cell: Ἐπὶ Αὐστρίας: [130, 963, 203, 976]
- table-cell: 72.—: [397, 739, 425, 752]
- ad-nikolaidou-title: ΑΝΤΙΡΕΥΜΑΤΙΝΗ ΙΣΧΙΑΔΙΝΗ: [1028, 1762, 1291, 1783]
- column-divider: [740, 128, 741, 2272]
- company-row: [128, 727, 427, 740]
- ad2-tag: Ἐξέδεις σπουδάσας: [1364, 638, 1485, 653]
- story-paragraph: Καὶ τὰ παιδιὰ ἀγαπῶ ὡς ἰδικά μου, ἐπρόσθεσεν ἡ κόμησσα, καὶ αὐτὰ μὲ ἀγαποῦν ὡς μητέρα των. Ἡ ἐκδίκησίς μου εἶναι αὐτή!: [439, 649, 738, 698]
- weather-date: 18 Αὐγούστου: [340, 1043, 427, 1058]
- table-cell: 127.75: [388, 752, 425, 765]
- bank-row: [128, 655, 427, 668]
- story-paragraph: — Δύστυχος ὅμως εἶχε παιδιά! Εἶχε δύο, τὰ ὁποῖα εἶδα ἐκεῖ κάτω εἰς τὴν ἐξοχήν. Ἐγὼ τὰ εἶδα πρῶτον καὶ τὰ ἠγάπησα ἀμέσως. Ἦσαν ὡραῖα καὶ ἀθῶα, μὲ τοὺς ξανθοὺς βοστρύχους καὶ τὰ γαλανὰ μάτια.: [128, 1598, 427, 1682]
- ad-goutaki-address: 68 — Ὁδὸς Αἰόλου — 68: [1079, 1523, 1240, 1538]
- column-1: [128, 128, 427, 2272]
- forecast-line: Βροχὴ ἐλαχίστη ἐν Τριπόλει.: [189, 1213, 366, 1228]
- table-cell: 1874: [130, 423, 157, 436]
- table-cell: 1881: [130, 436, 157, 449]
- table-cell: 296 1/2: [384, 963, 425, 976]
- table-cell: Τραπέζης Ἠπειροθεσσαλίας: [130, 654, 280, 667]
- table-cell: Ἑταιρίας Μονοπωλίων: [130, 844, 253, 857]
- table-cell: 1889: [130, 476, 157, 489]
- table-cell: » 293 1/2: [276, 963, 327, 976]
- table-cell: Σιδ. Πειραιῶς-Ἀθηνῶν-Πελοπον.: [130, 739, 304, 752]
- ad3-title: ΣΠΑΝΙΑ ΕΥΚΑΙΡΙΑ: [1326, 921, 1523, 946]
- academy-paragraph: Τοὺς ὁπωσδήποτε εἰσερχομένους ὑποχρεοῦται ἡ ἀκαδημία νὰ ἐξετάζῃ ἐπὶ τῶν μαθημάτων τῶν προηγουμένων τάξεων, εἰ μὴ φέρωσι ἐνδεικτικὸν ἐπισήμου σχολείου.: [743, 928, 1307, 956]
- academy-paragraph: Ἐργαστήρια καὶ παραρτήματα Ἀκαδημίας: 1. Χημεῖον, α΄) προπαρασκευαστήριον μαθημάτων, β΄) χημεῖον ἀσκήσεων τῶν σπουδαστῶν τῆς βιομηχανικῆς σχολῆς. 2. Μικροσκοπικὸν ἐργαστήριον. 3. Οἰνοποιεῖον (καὶ ἀφαιδίεις οἴνου), οἰνοπνευματοποιεῖον, ὀξοποιεῖον. 4. Ἐλαιουργεῖον — σαπωνοποιεῖον — ἀρωματοποιεῖον. 5. Σηροτροφεῖον. 6. Τεχνητὸν ἐκκολαπτήριον. 7. Ὀρυκτολογικὸν Μουσεῖον. 8. Συλλογὴ φυσικῶν ὀργάνων. 9. Βιβλιοθήκη, ἄδεια βιβλίων κτλ.: [743, 751, 1307, 822]
- table-cell: Προσκτ. Πειραιῶς: [130, 571, 228, 582]
- academy-paragraph: Εἰδικὰ μαθήματα ἐλαιουργικοῦ τμήματος. Ἐλαιουργία μετ' ἐφαρμογῶν, Σαπωνοποιία, Ἀρωματοποιία.: [743, 719, 1292, 732]
- ad-nikolaidou-text: Τὸ ἄριστον καὶ ἀποτελεσματικὸν τοῦτο φάρμακον θεραπεύει τοὺς χρονιωτέρους ρευματισμοὺς καὶ τὰς χρονιωτέρας ἰσχιαλγίας καὶ νευραλγίας. Ἐκ τῶν ἀρίστων ἰατρῶν ἐπιδοκιμασθέν. Τιμὴ φιαλιδίου δρ. 3.: [1025, 1839, 1294, 1910]
- table-cell: Δαν. ἑταιρ. Σ.Π.Α.Π.: [130, 544, 239, 557]
- ad-kokinotis-foot: Ὁδὸς Σωκράτους ἀριθ. 29 Α΄: [779, 1728, 977, 1743]
- table-cell: 187.—: [391, 654, 425, 667]
- table-cell: 5 ο/ο: [313, 583, 340, 596]
- academy-paragraph: Χρηματικαὶ καταβολαί. Τὰ δίδακτρα, πληρωτέα πάντοτε προκαταβολικῶς: Προπαιδευτικὸν σχολεῖον εἰς δρ. 300 ἐτησίως. Ἐμπορικὴ καὶ Βιομηχανικὴ σχολὴ εἰς δρ. 360 προπληρωτέας. Δίδακτρα, σχεδὸν δὲ διὰ τὴν χρῆσιν τῶν ἐργαστηρίων καὶ τὰ ὑλικὰ τῶν ἀσκήσεων δρ. 60.: [743, 958, 1307, 999]
- ad3-text2: Ὅθεν ρεκλάμα, διότι θὰ ἀπέκτησε μὲν ρεκλάμας ἀλλὰ ὑπὲρ τῆς ἐπιτεύξεως τῶν τιμῶν ἀρκεῖ διὰ νὰ πιστεύσῃ τις.: [1315, 1113, 1534, 1173]
- bookshop-title: ΒΙΒΛΙΟΠΩΛΕΙΟΝ ΞΕ ΧΑΡΤΟΠΩΛΕΙΟΝ: [497, 1853, 680, 1891]
- table-cell: 174 1/2: [384, 976, 425, 989]
- company-row: [128, 766, 427, 779]
- table-cell: 4 ο/ο: [313, 531, 340, 544]
- ad-goutaki: [1018, 1459, 1301, 1748]
- table-cell: »: [276, 989, 283, 1002]
- masthead-title: ΤΟ ΣΚΡΙΠ: [170, 128, 385, 270]
- fx-row: [128, 977, 427, 990]
